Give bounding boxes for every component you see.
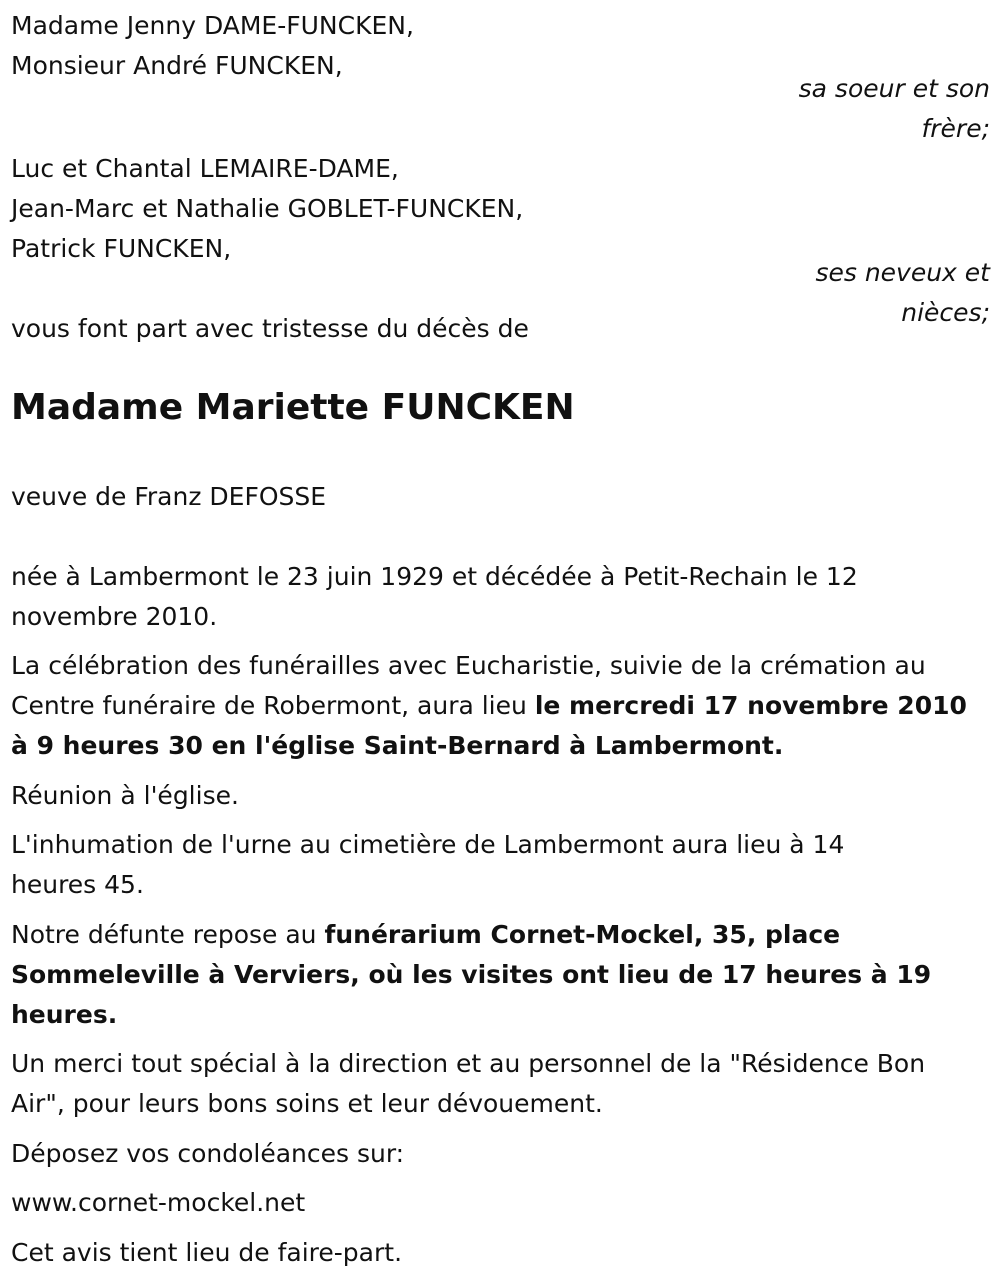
- nephews-relation: ses neveux et: [815, 258, 990, 287]
- ceremony-text: [11, 686, 967, 726]
- reunion-text: Réunion à l'église.: [11, 781, 239, 810]
- thanks-text: Air", pour leurs bons soins et leur dévouement.: [11, 1089, 603, 1118]
- funerarium-visits-end: heures.: [11, 1000, 118, 1029]
- funerarium-address: funérarium Cornet-Mockel, 35, place: [324, 920, 841, 949]
- closing-text: Cet avis tient lieu de faire-part.: [11, 1238, 403, 1267]
- ceremony-location: Centre funéraire de Robermont, aura lieu: [11, 691, 535, 720]
- funerarium-text: [11, 995, 117, 1035]
- widow-of-text: veuve de Franz DEFOSSE: [11, 482, 327, 511]
- birth-death-text: novembre 2010.: [11, 602, 218, 631]
- nephew-line: Luc et Chantal LEMAIRE-DAME,: [11, 154, 399, 183]
- sibling-line: Madame Jenny DAME-FUNCKEN,: [11, 11, 414, 40]
- deceased-name: Madame Mariette FUNCKEN: [11, 387, 575, 428]
- announcement-text: vous font part avec tristesse du décès de: [11, 314, 529, 343]
- condolences-url-line: [11, 1183, 305, 1223]
- siblings-relation: sa soeur et son: [798, 74, 990, 103]
- condolences-link[interactable]: www.cornet-mockel.net: [11, 1188, 306, 1217]
- thanks-text: Un merci tout spécial à la direction et au personnel de la "Résidence Bon: [11, 1049, 926, 1078]
- funerarium-text: [11, 955, 931, 995]
- siblings-relation: frère;: [921, 114, 990, 143]
- ceremony-text: La célébration des funérailles avec Eucharistie, suivie de la crémation au: [11, 651, 926, 680]
- ceremony-time-place: à 9 heures 30 en l'église Saint-Bernard à Lambermont.: [11, 731, 784, 760]
- ceremony-text: [11, 726, 783, 766]
- nephew-line: Patrick FUNCKEN,: [11, 234, 232, 263]
- funerarium-intro: Notre défunte repose au: [11, 920, 325, 949]
- condolences-label: Déposez vos condoléances sur:: [11, 1139, 405, 1168]
- birth-death-text: née à Lambermont le 23 juin 1929 et décédée à Petit-Rechain le 12: [11, 562, 858, 591]
- sibling-line: Monsieur André FUNCKEN,: [11, 51, 343, 80]
- ceremony-date: le mercredi 17 novembre 2010: [534, 691, 967, 720]
- burial-text: L'inhumation de l'urne au cimetière de Lambermont aura lieu à 14: [11, 830, 845, 859]
- burial-text: heures 45.: [11, 870, 144, 899]
- nephew-line: Jean-Marc et Nathalie GOBLET-FUNCKEN,: [11, 194, 524, 223]
- nephews-relation: nièces;: [901, 298, 990, 327]
- funerarium-visits: Sommeleville à Verviers, où les visites ont lieu de 17 heures à 19: [11, 960, 932, 989]
- funerarium-text: [11, 915, 840, 955]
